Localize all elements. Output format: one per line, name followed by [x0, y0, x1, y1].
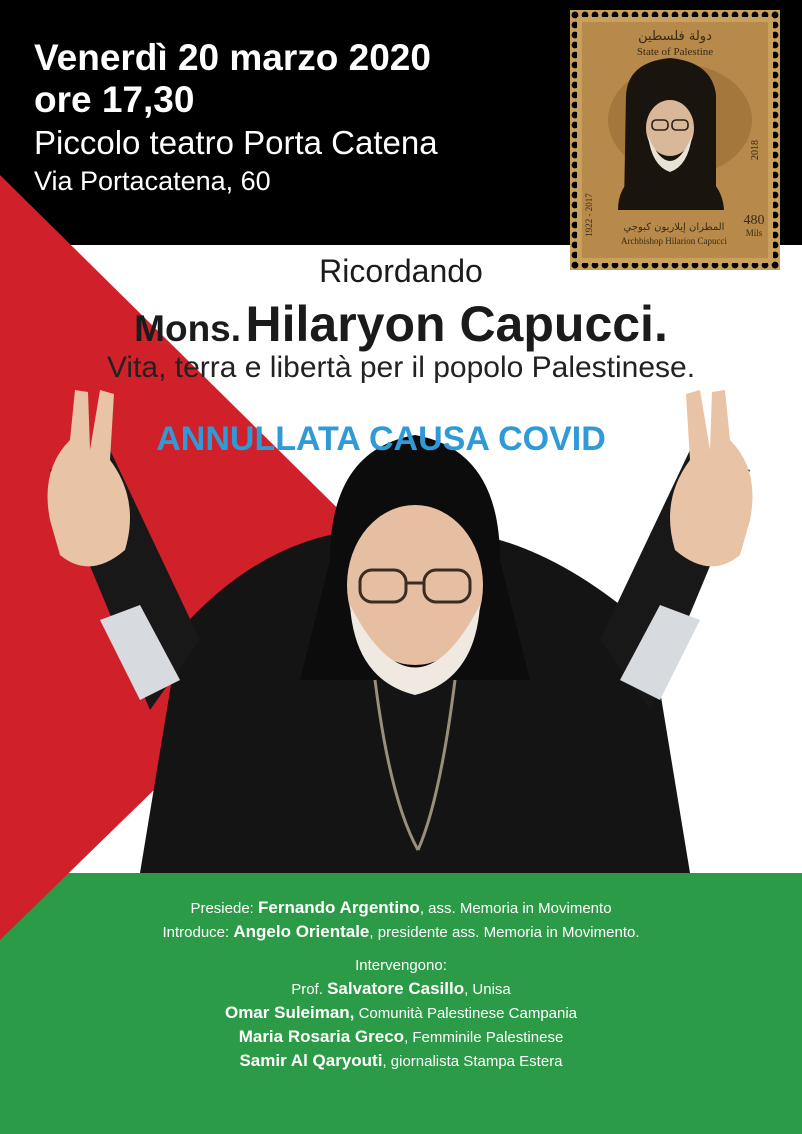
event-time: ore 17,30: [34, 79, 195, 120]
presiede-name: Fernando Argentino: [258, 898, 420, 917]
event-address: Via Portacatena, 60: [34, 166, 271, 196]
page-title: [0, 295, 802, 353]
introduce-name: Angelo Orientale: [233, 922, 370, 941]
speaker-role: Comunità Palestinese Campania: [354, 1005, 578, 1022]
speaker-row: [0, 977, 802, 1001]
speaker-name: Omar Suleiman,: [224, 1003, 355, 1022]
credit-presiede: [0, 896, 802, 920]
stamp-arabic-caption: المطران إيلاريون كبوجي: [623, 222, 725, 233]
speaker-role: , Unisa: [464, 981, 511, 998]
title-intro: Ricordando: [319, 253, 483, 289]
speaker-name: Samir Al Qaryouti: [239, 1051, 383, 1070]
credits-block: [0, 896, 802, 1073]
credit-introduce: [0, 920, 802, 944]
speaker-row: [0, 1049, 802, 1073]
stamp-value: 480: [743, 213, 765, 228]
speaker-role: , Femminile Palestinese: [404, 1029, 564, 1046]
introduce-label: Introduce:: [162, 924, 230, 941]
speaker-prefix: Prof.: [291, 981, 328, 998]
title-subtitle: Vita, terra e libertà per il popolo Palestinese.: [106, 351, 696, 384]
palestine-stamp: [570, 10, 780, 270]
cancellation-notice: ANNULLATA CAUSA COVID: [156, 420, 606, 458]
stamp-caption: Archbishop Hilarion Capucci: [621, 236, 727, 246]
speaker-name: Maria Rosaria Greco: [238, 1027, 405, 1046]
stamp-unit: Mils: [745, 228, 763, 238]
event-venue: Piccolo teatro Porta Catena: [34, 124, 438, 161]
title-honorific: Mons.: [134, 308, 242, 349]
introduce-role: , presidente ass. Memoria in Movimento.: [369, 924, 640, 941]
event-date: Venerdì 20 marzo 2020: [34, 37, 431, 78]
speaker-row: [0, 1001, 802, 1025]
stamp-year: 2018: [750, 140, 761, 160]
stamp-years: 1922 - 2017: [584, 193, 594, 237]
stamp-country: State of Palestine: [636, 46, 714, 58]
speaker-name: Salvatore Casillo: [327, 979, 465, 998]
speaker-role: , giornalista Stampa Estera: [382, 1053, 563, 1070]
presiede-role: , ass. Memoria in Movimento: [419, 900, 612, 917]
speaker-row: [0, 1025, 802, 1049]
intervengono-label: Intervengono:: [355, 957, 447, 974]
title-name: Hilaryon Capucci.: [245, 296, 668, 352]
stamp-arabic-title: دولة فلسطين: [638, 29, 712, 44]
presiede-label: Presiede:: [190, 900, 254, 917]
